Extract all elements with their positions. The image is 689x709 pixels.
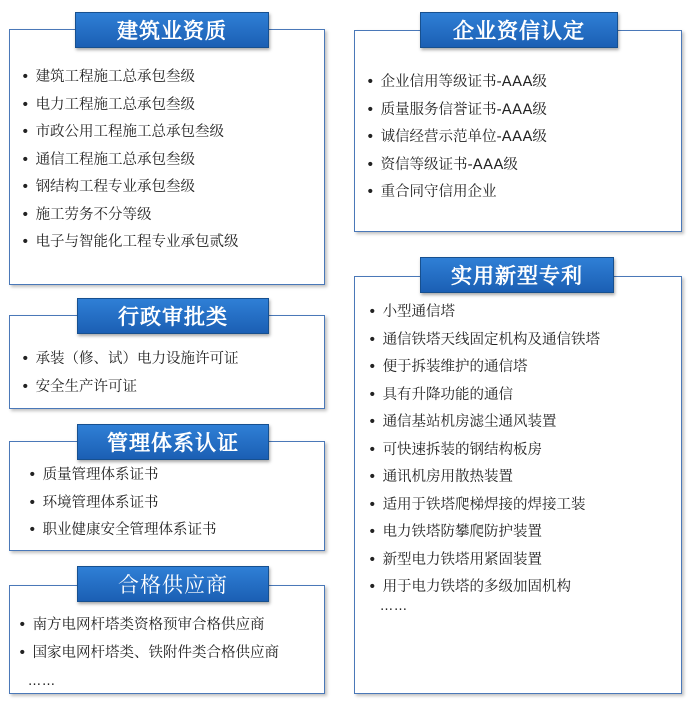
- construction-panel: [9, 29, 325, 285]
- construction-list: [21, 64, 239, 257]
- list-item: • 电力工程施工总承包叁级: [21, 92, 239, 120]
- list-item: • 通讯机房用散热装置: [368, 464, 600, 492]
- list-item: • 适用于铁塔爬梯焊接的焊接工装: [368, 492, 600, 520]
- admin-title: 行政审批类: [77, 298, 269, 334]
- management-list: [28, 462, 217, 545]
- construction-title: 建筑业资质: [75, 12, 269, 48]
- list-item: • 安全生产许可证: [21, 374, 239, 402]
- list-item: • 施工劳务不分等级: [21, 202, 239, 230]
- list-item: • 环境管理体系证书: [28, 490, 217, 518]
- patents-list: [368, 299, 600, 602]
- list-item: • 市政公用工程施工总承包叁级: [21, 119, 239, 147]
- patents-title: 实用新型专利: [420, 257, 614, 293]
- patents-more: ……: [380, 599, 408, 614]
- list-item: • 职业健康安全管理体系证书: [28, 517, 217, 545]
- list-item: • 建筑工程施工总承包叁级: [21, 64, 239, 92]
- list-item: • 质量服务信誉证书-AAA级: [366, 97, 547, 125]
- patents-panel: [354, 276, 682, 694]
- list-item: • 电力铁塔防攀爬防护装置: [368, 519, 600, 547]
- credit-title: 企业资信认定: [420, 12, 618, 48]
- list-item: • 诚信经营示范单位-AAA级: [366, 124, 547, 152]
- list-item: • 企业信用等级证书-AAA级: [366, 69, 547, 97]
- credit-list: [366, 69, 547, 207]
- list-item: • 国家电网杆塔类、铁附件类合格供应商: [18, 640, 279, 668]
- management-title: 管理体系认证: [77, 424, 269, 460]
- list-item: • 通信铁塔天线固定机构及通信铁塔: [368, 327, 600, 355]
- list-item: • 承装（修、试）电力设施许可证: [21, 346, 239, 374]
- admin-list: [21, 346, 239, 401]
- list-item: • 具有升降功能的通信: [368, 382, 600, 410]
- list-item: • 重合同守信用企业: [366, 179, 547, 207]
- list-item: • 便于拆装维护的通信塔: [368, 354, 600, 382]
- supplier-more: ……: [28, 674, 56, 689]
- list-item: • 用于电力铁塔的多级加固机构: [368, 574, 600, 602]
- list-item: • 可快速拆装的钢结构板房: [368, 437, 600, 465]
- list-item: • 小型通信塔: [368, 299, 600, 327]
- credit-panel: [354, 30, 682, 232]
- list-item: • 质量管理体系证书: [28, 462, 217, 490]
- list-item: • 资信等级证书-AAA级: [366, 152, 547, 180]
- list-item: • 钢结构工程专业承包叁级: [21, 174, 239, 202]
- list-item: • 南方电网杆塔类资格预审合格供应商: [18, 612, 279, 640]
- supplier-title: 合格供应商: [77, 566, 269, 602]
- supplier-list: [18, 612, 279, 667]
- list-item: • 通信工程施工总承包叁级: [21, 147, 239, 175]
- list-item: • 新型电力铁塔用紧固装置: [368, 547, 600, 575]
- list-item: • 电子与智能化工程专业承包贰级: [21, 229, 239, 257]
- list-item: • 通信基站机房滤尘通风装置: [368, 409, 600, 437]
